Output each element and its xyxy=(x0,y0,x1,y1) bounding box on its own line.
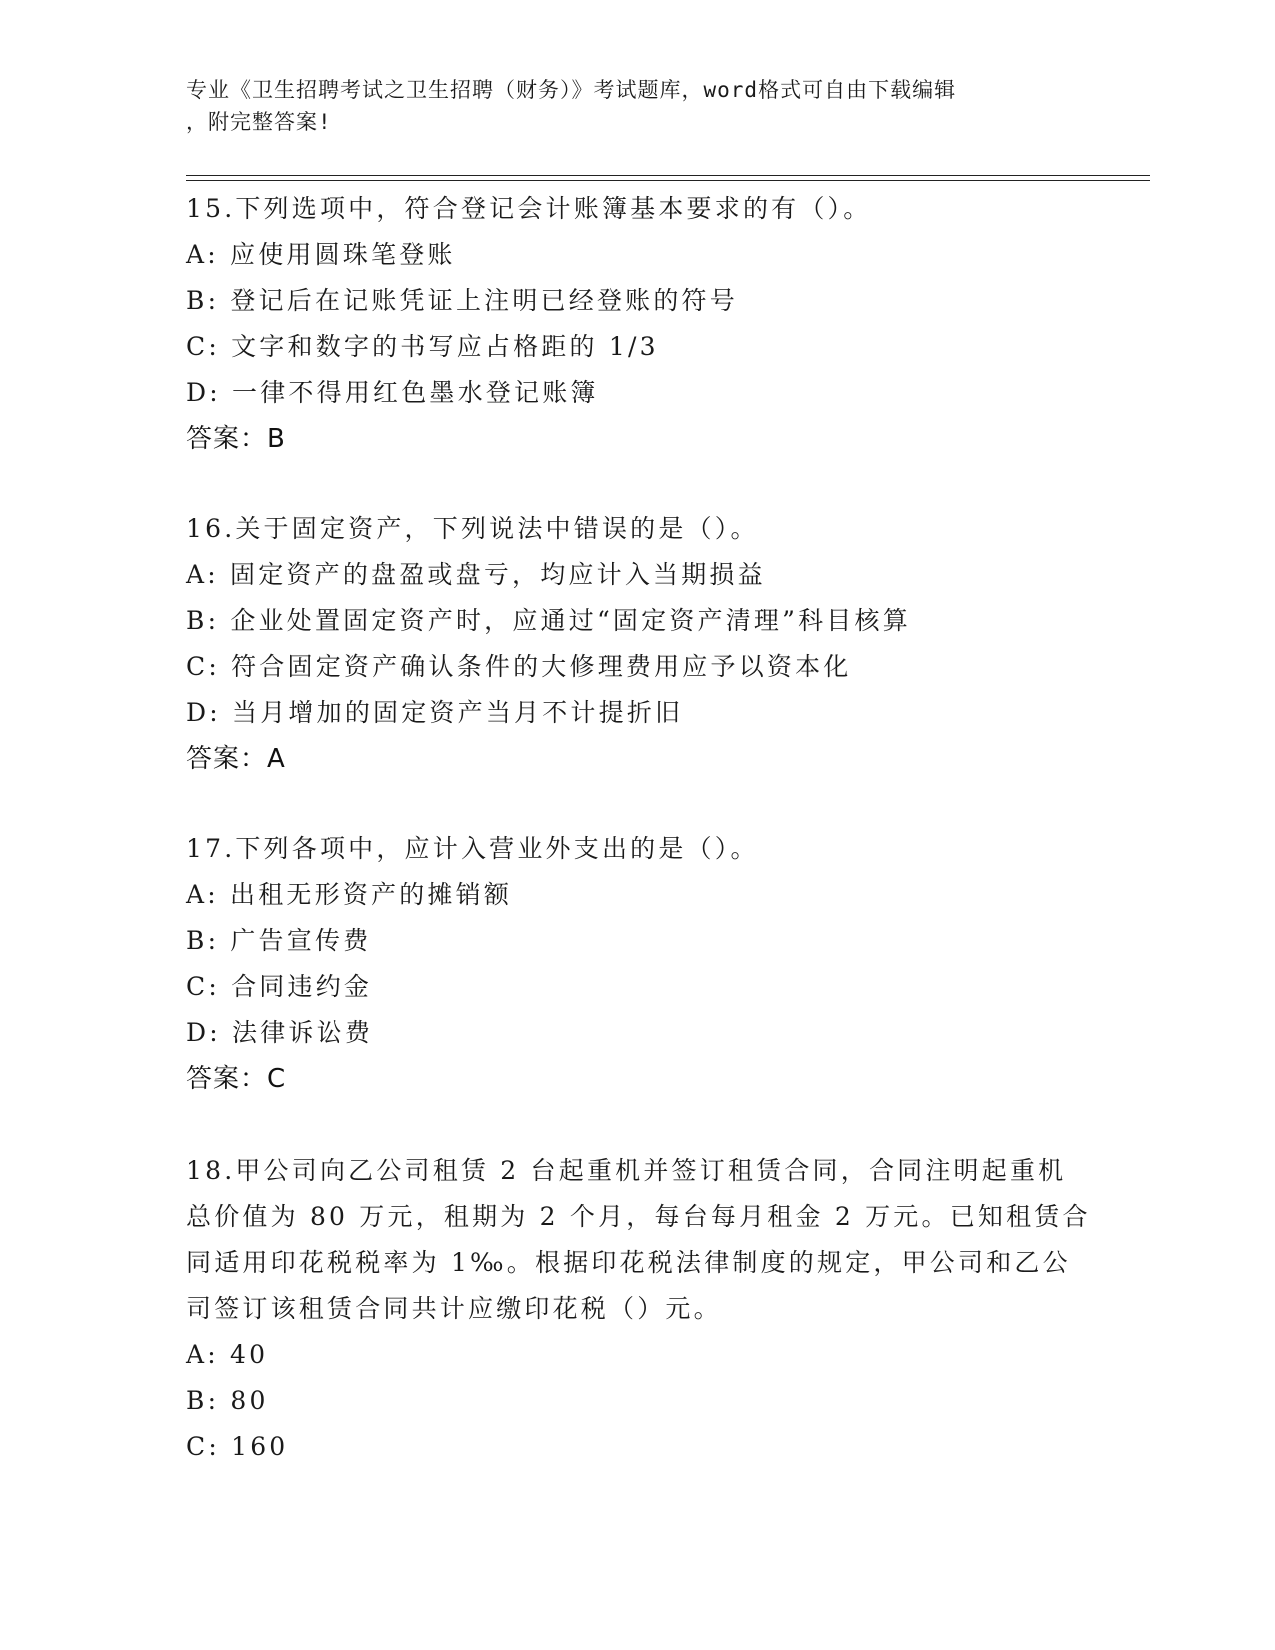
option-b: B: 企业处置固定资产时，应通过“固定资产清理”科目核算 xyxy=(186,606,911,635)
answer: 答案：B xyxy=(186,424,286,454)
option-c: C: 文字和数字的书写应占格距的 1/3 xyxy=(186,332,659,361)
question-18 xyxy=(186,1148,1091,1470)
option-d: D: 一律不得用红色墨水登记账簿 xyxy=(186,378,599,407)
option-b: B: 80 xyxy=(186,1386,269,1415)
question-title: 16.关于固定资产，下列说法中错误的是（）。 xyxy=(186,514,759,543)
option-c: C: 160 xyxy=(186,1432,289,1461)
option-b: B: 登记后在记账凭证上注明已经登账的符号 xyxy=(186,286,738,315)
question-15 xyxy=(186,186,1086,462)
option-a: A: 出租无形资产的摊销额 xyxy=(186,880,513,909)
option-d: D: 当月增加的固定资产当月不计提折旧 xyxy=(186,698,684,727)
document-header xyxy=(186,74,1066,138)
question-16 xyxy=(186,506,1086,782)
option-a: A: 应使用圆珠笔登账 xyxy=(186,240,456,269)
question-list xyxy=(186,186,1091,1470)
question-17 xyxy=(186,826,1086,1102)
option-c: C: 符合固定资产确认条件的大修理费用应予以资本化 xyxy=(186,652,852,681)
answer: 答案：A xyxy=(186,744,286,774)
question-title: 15.下列选项中，符合登记会计账簿基本要求的有（）。 xyxy=(186,194,872,223)
question-title-line-2: 总价值为 80 万元，租期为 2 个月，每台每月租金 2 万元。已知租赁合 xyxy=(186,1202,1091,1231)
question-title-line-3: 同适用印花税税率为 1‰。根据印花税法律制度的规定，甲公司和乙公 xyxy=(186,1248,1071,1277)
option-d: D: 法律诉讼费 xyxy=(186,1018,374,1047)
option-b: B: 广告宣传费 xyxy=(186,926,372,955)
header-divider-top xyxy=(186,175,1150,176)
option-a: A: 固定资产的盘盈或盘亏，均应计入当期损益 xyxy=(186,560,766,589)
option-a: A: 40 xyxy=(186,1340,269,1369)
header-divider-bottom xyxy=(186,180,1150,181)
question-title-line-4: 司签订该租赁合同共计应缴印花税（）元。 xyxy=(186,1294,722,1323)
header-line-1: 专业《卫生招聘考试之卫生招聘（财务）》考试题库，word格式可自由下载编辑 xyxy=(186,78,957,102)
question-title: 17.下列各项中，应计入营业外支出的是（）。 xyxy=(186,834,759,863)
option-c: C: 合同违约金 xyxy=(186,972,373,1001)
question-title-line-1: 18.甲公司向乙公司租赁 2 台起重机并签订租赁合同，合同注明起重机 xyxy=(186,1156,1067,1185)
header-line-2: ，附完整答案! xyxy=(186,110,332,134)
answer: 答案：C xyxy=(186,1064,287,1094)
